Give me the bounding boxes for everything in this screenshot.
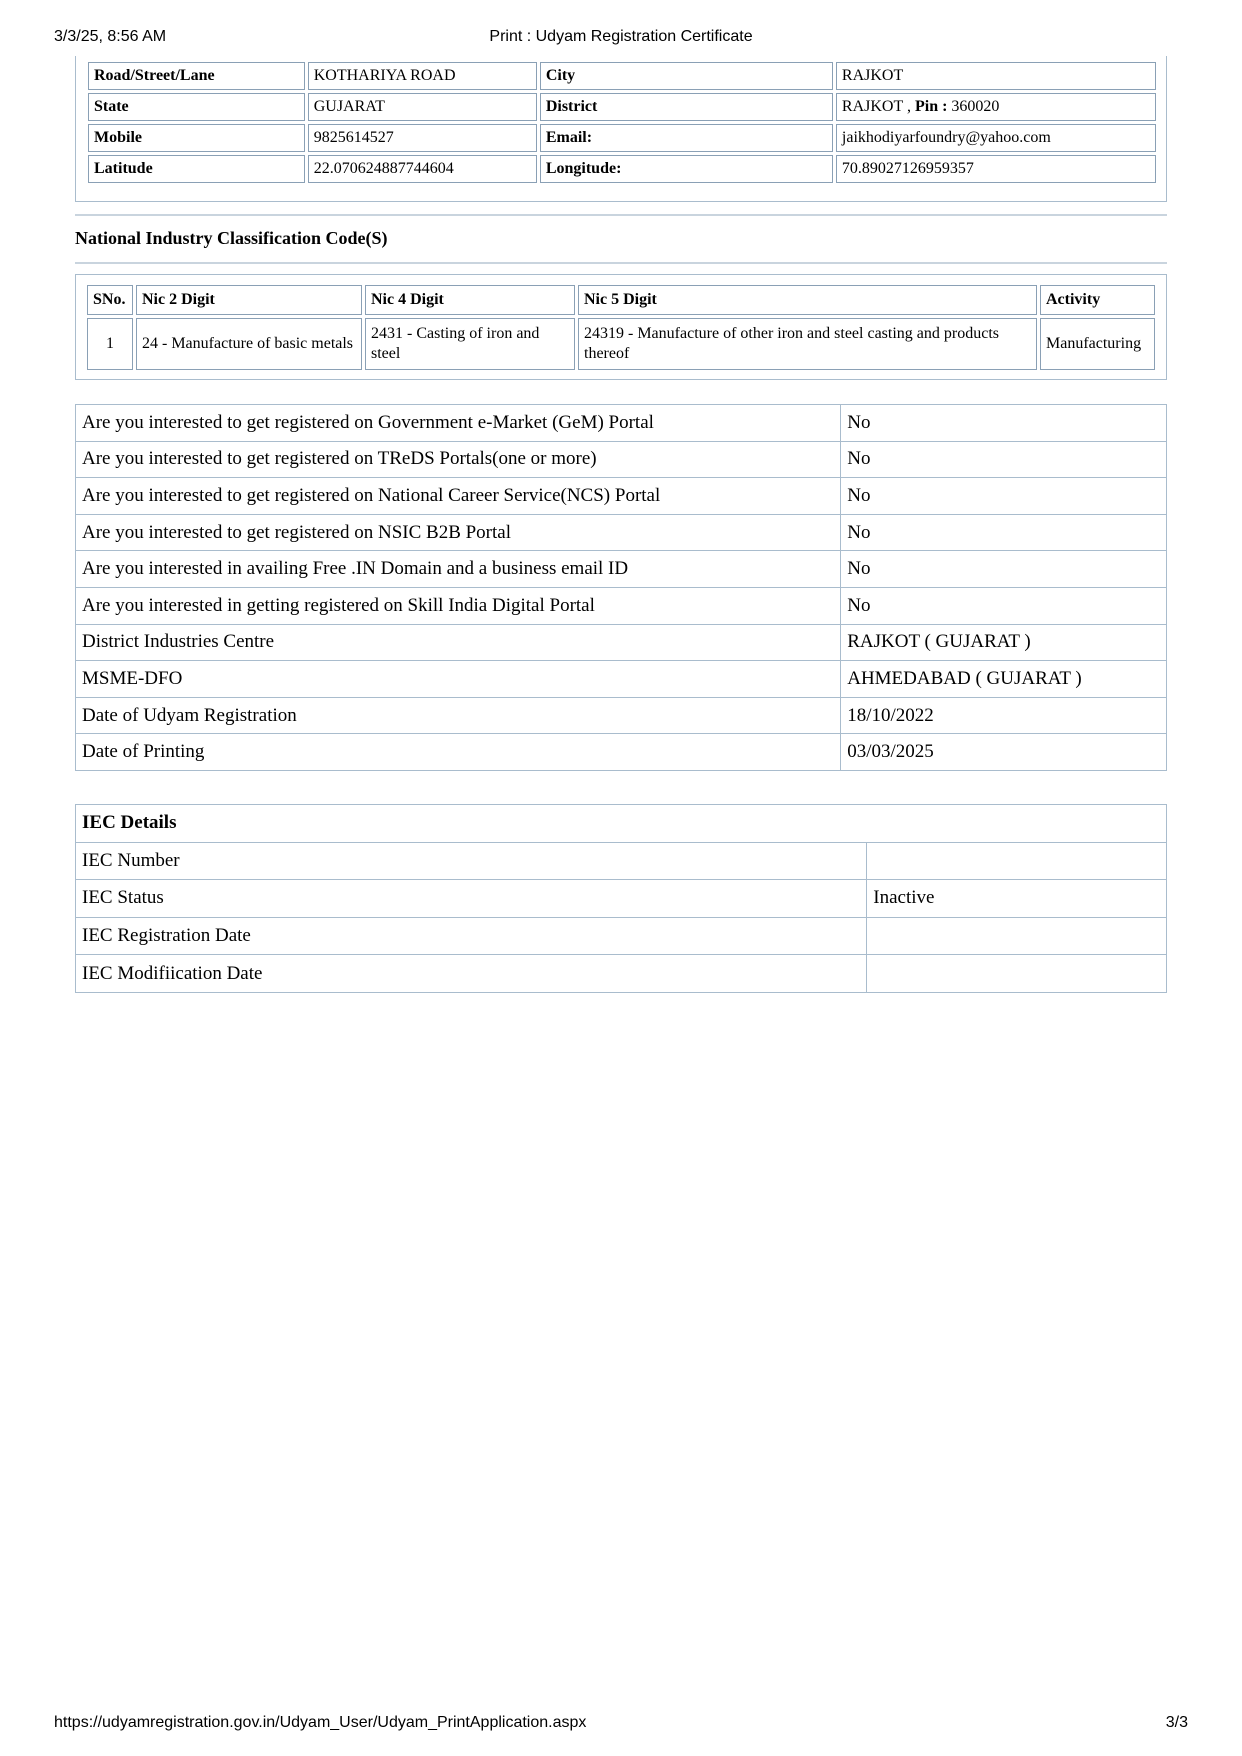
iec-table — [75, 804, 1167, 993]
column-header: Activity — [1040, 285, 1155, 315]
option-answer: No — [841, 551, 1167, 588]
nic-4-digit: 2431 - Casting of iron and steel — [365, 318, 575, 370]
table-header-row — [87, 285, 1155, 315]
table-row — [76, 917, 1167, 955]
table-row — [88, 124, 1156, 152]
option-question: Are you interested to get registered on TReDS Portals(one or more) — [76, 441, 841, 478]
table-row — [76, 624, 1167, 661]
iec-value: Inactive — [867, 880, 1167, 918]
page-number: 3/3 — [1165, 1714, 1188, 1731]
mobile-value: 9825614527 — [308, 124, 537, 152]
print-footer — [54, 1714, 1188, 1738]
table-row — [76, 405, 1167, 442]
state-label: State — [88, 93, 305, 121]
pin-value: 360020 — [947, 98, 1000, 115]
pin-label: Pin : — [914, 98, 948, 115]
table-row — [76, 441, 1167, 478]
table-row — [88, 93, 1156, 121]
table-row — [76, 587, 1167, 624]
district-label: District — [540, 93, 833, 121]
column-header: Nic 5 Digit — [578, 285, 1037, 315]
option-answer: No — [841, 514, 1167, 551]
print-title: Print : Udyam Registration Certificate — [489, 28, 753, 45]
divider — [75, 214, 1167, 216]
city-label: City — [540, 62, 833, 90]
option-question: Are you interested to get registered on National Career Service(NCS) Portal — [76, 478, 841, 515]
option-question: Are you interested to get registered on NSIC B2B Portal — [76, 514, 841, 551]
longitude-value: 70.89027126959357 — [836, 155, 1156, 183]
divider — [75, 262, 1167, 264]
nic-activity: Manufacturing — [1040, 318, 1155, 370]
column-header: Nic 2 Digit — [136, 285, 362, 315]
nic-5-digit: 24319 - Manufacture of other iron and steel casting and products thereof — [578, 318, 1037, 370]
column-header: SNo. — [87, 285, 133, 315]
iec-title: IEC Details — [76, 805, 1167, 843]
table-row — [88, 62, 1156, 90]
city-value: RAJKOT — [836, 62, 1156, 90]
nic-section — [75, 274, 1167, 380]
option-answer: No — [841, 587, 1167, 624]
address-section — [75, 56, 1167, 202]
nic-table — [84, 282, 1158, 373]
table-row — [88, 155, 1156, 183]
iec-label: IEC Number — [76, 842, 867, 880]
latitude-label: Latitude — [88, 155, 305, 183]
option-answer: AHMEDABAD ( GUJARAT ) — [841, 661, 1167, 698]
nic-section-title: National Industry Classification Code(S) — [75, 228, 388, 248]
district-value — [836, 93, 1156, 121]
table-row — [76, 734, 1167, 771]
mobile-label: Mobile — [88, 124, 305, 152]
table-row — [87, 318, 1155, 370]
iec-label: IEC Status — [76, 880, 867, 918]
print-header — [54, 28, 1188, 52]
option-answer: 03/03/2025 — [841, 734, 1167, 771]
option-answer: RAJKOT ( GUJARAT ) — [841, 624, 1167, 661]
email-value: jaikhodiyarfoundry@yahoo.com — [836, 124, 1156, 152]
table-row — [76, 880, 1167, 918]
option-question: Are you interested to get registered on Government e-Market (GeM) Portal — [76, 405, 841, 442]
iec-value — [867, 955, 1167, 993]
road-label: Road/Street/Lane — [88, 62, 305, 90]
nic-2-digit: 24 - Manufacture of basic metals — [136, 318, 362, 370]
table-row — [76, 661, 1167, 698]
table-row — [76, 551, 1167, 588]
table-row — [76, 955, 1167, 993]
option-question: Are you interested in getting registered on Skill India Digital Portal — [76, 587, 841, 624]
options-table — [75, 404, 1167, 771]
table-row — [76, 514, 1167, 551]
iec-label: IEC Modifiication Date — [76, 955, 867, 993]
option-question: Date of Udyam Registration — [76, 697, 841, 734]
option-question: Are you interested in availing Free .IN Domain and a business email ID — [76, 551, 841, 588]
option-question: Date of Printing — [76, 734, 841, 771]
option-answer: No — [841, 441, 1167, 478]
option-answer: No — [841, 478, 1167, 515]
table-row — [76, 478, 1167, 515]
district-name: RAJKOT , — [841, 98, 915, 115]
column-header: Nic 4 Digit — [365, 285, 575, 315]
table-header-row — [76, 805, 1167, 843]
iec-value — [867, 917, 1167, 955]
page-url: https://udyamregistration.gov.in/Udyam_User/Udyam_PrintApplication.aspx — [54, 1714, 587, 1731]
table-row — [76, 842, 1167, 880]
email-label: Email: — [540, 124, 833, 152]
iec-label: IEC Registration Date — [76, 917, 867, 955]
road-value: KOTHARIYA ROAD — [308, 62, 537, 90]
option-answer: No — [841, 405, 1167, 442]
nic-sno: 1 — [87, 318, 133, 370]
longitude-label: Longitude: — [540, 155, 833, 183]
print-datetime: 3/3/25, 8:56 AM — [54, 28, 167, 45]
option-question: MSME-DFO — [76, 661, 841, 698]
iec-value — [867, 842, 1167, 880]
table-row — [76, 697, 1167, 734]
address-table — [85, 59, 1159, 186]
option-question: District Industries Centre — [76, 624, 841, 661]
latitude-value: 22.070624887744604 — [308, 155, 537, 183]
state-value: GUJARAT — [308, 93, 537, 121]
option-answer: 18/10/2022 — [841, 697, 1167, 734]
